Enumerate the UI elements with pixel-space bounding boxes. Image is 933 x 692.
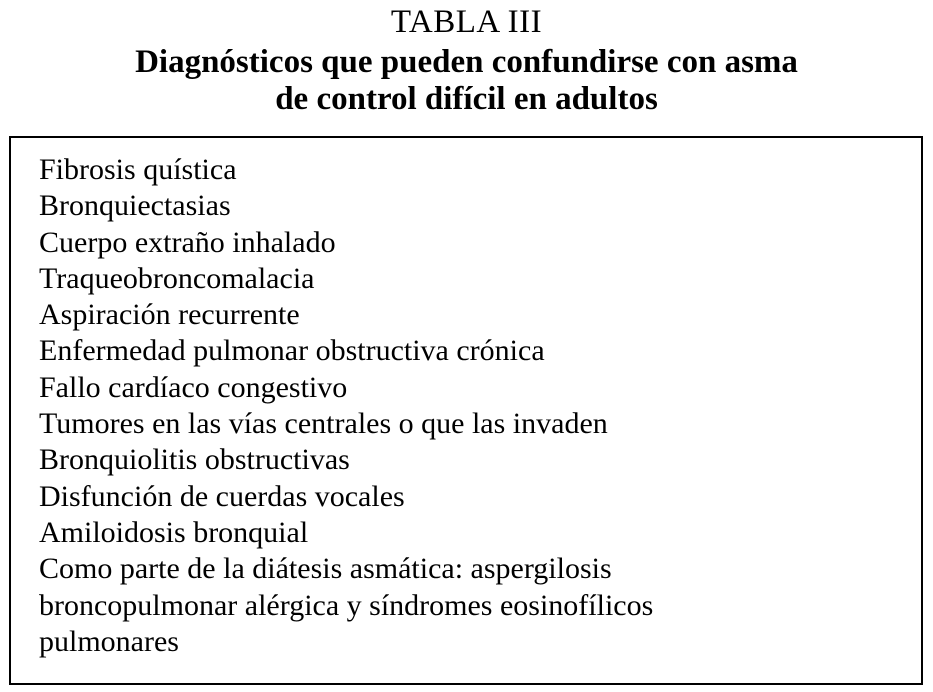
diagnosis-item: Enfermedad pulmonar obstructiva crónica — [39, 334, 545, 368]
diagnosis-item: Bronquiectasias — [39, 189, 231, 223]
diagnosis-item: Amiloidosis bronquial — [39, 515, 309, 549]
diagnosis-item: Fallo cardíaco congestivo — [39, 370, 348, 404]
diagnosis-list — [39, 152, 653, 660]
diagnosis-item: Fibrosis quística — [39, 153, 237, 186]
diagnosis-item: pulmonares — [39, 624, 179, 658]
table-title — [0, 44, 933, 118]
diagnosis-item: Como parte de la diátesis asmática: aspergilosis — [39, 552, 612, 586]
diagnosis-item: broncopulmonar alérgica y síndromes eosinofílicos — [39, 588, 654, 622]
diagnosis-item: Tumores en las vías centrales o que las invaden — [39, 407, 608, 441]
diagnosis-item: Cuerpo extraño inhalado — [39, 225, 336, 259]
diagnosis-item: Disfunción de cuerdas vocales — [39, 479, 405, 513]
table-title-line-1: Diagnósticos que pueden confundirse con asma — [135, 44, 798, 80]
diagnosis-item: Traqueobroncomalacia — [39, 261, 315, 295]
diagnosis-item: Bronquiolitis obstructivas — [39, 443, 350, 477]
table-title-line-2: de control difícil en adultos — [275, 81, 658, 117]
table-box — [9, 136, 923, 685]
diagnosis-item: Aspiración recurrente — [39, 298, 300, 332]
table-label: TABLA III — [390, 4, 543, 40]
